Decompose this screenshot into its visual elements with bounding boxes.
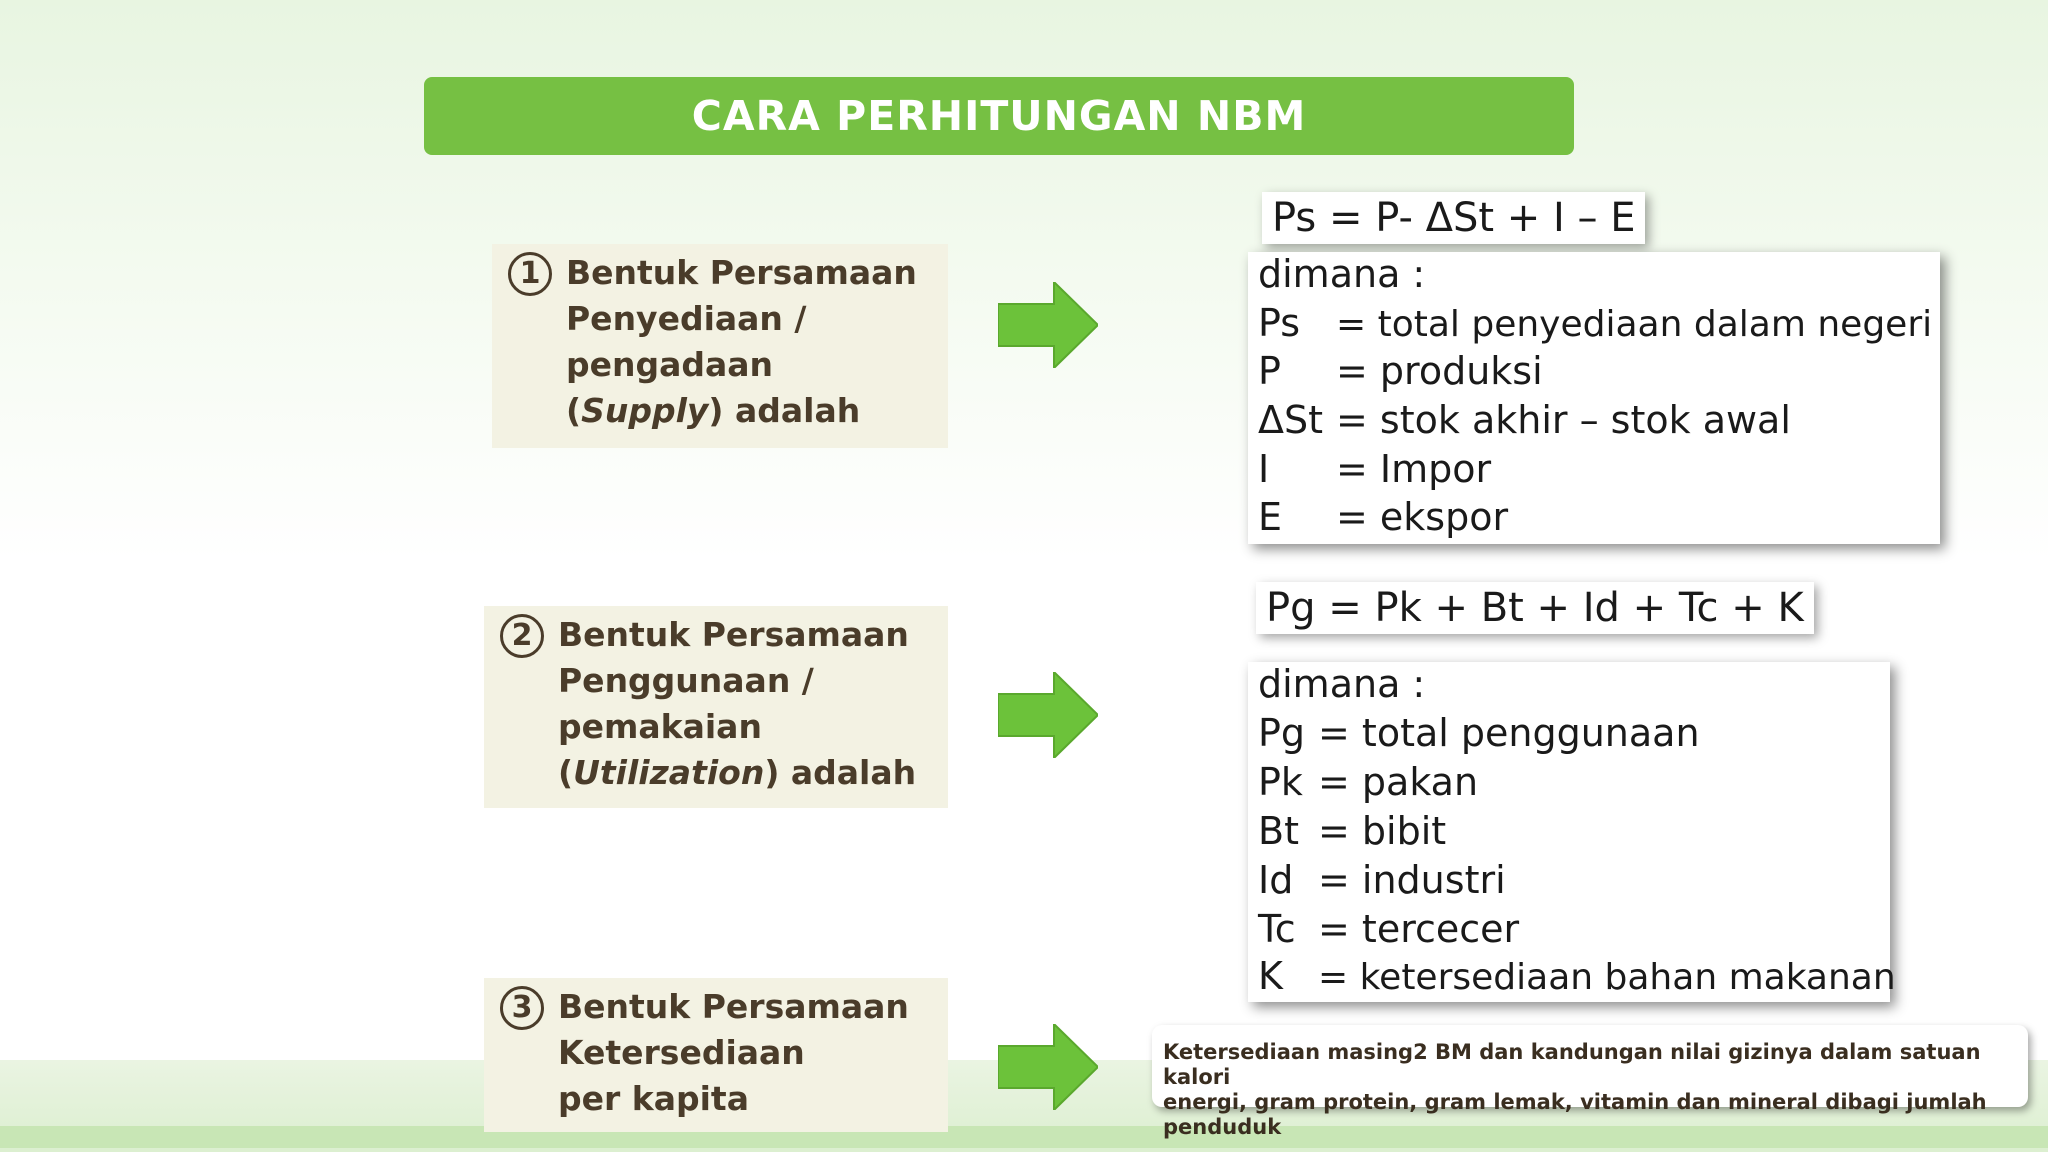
definition-row (1258, 349, 1543, 393)
definition-symbol: Ps (1258, 301, 1301, 345)
note-line: energi, gram protein, gram lemak, vitamin dan mineral dibagi jumlah penduduk (1163, 1090, 1987, 1139)
definition-text: = total penyediaan dalam negeri (1336, 304, 1933, 345)
definition-row (1258, 711, 1700, 755)
item-utilization (484, 606, 948, 808)
definition-row (1258, 907, 1519, 951)
item-line: Bentuk Persamaan (558, 615, 909, 654)
supply-definitions (1248, 252, 1940, 544)
item-supply (492, 244, 948, 448)
definition-symbol: Id (1258, 858, 1294, 902)
item-line: (Supply) adalah (566, 391, 861, 430)
definition-text: = ketersediaan bahan makanan (1318, 957, 1896, 998)
utilization-definitions (1248, 662, 1896, 1002)
utilization-formula: Pg = Pk + Bt + Id + Tc + K (1256, 582, 1814, 634)
item-line: per kapita (558, 1079, 749, 1118)
item-line: Bentuk Persamaan (558, 987, 909, 1026)
arrow-right-icon (998, 672, 1098, 758)
definition-symbol: Pk (1258, 760, 1303, 804)
definition-symbol: I (1258, 447, 1270, 491)
item-number-badge: 3 (500, 986, 544, 1030)
definition-row (1258, 760, 1478, 804)
definition-symbol: Tc (1258, 907, 1296, 951)
per-capita-note (1152, 1025, 2028, 1139)
item-line: Ketersediaan (558, 1033, 805, 1072)
definition-symbol: Pg (1258, 711, 1306, 755)
definition-symbol: ΔSt (1258, 398, 1324, 442)
item-line: Bentuk Persamaan (566, 253, 917, 292)
definition-symbol: E (1258, 495, 1283, 539)
item-number-badge: 2 (500, 614, 544, 658)
definition-text: = bibit (1318, 809, 1447, 853)
definition-symbol: P (1258, 349, 1281, 393)
item-line: Penyediaan / (566, 299, 807, 338)
definition-text: = tercecer (1318, 907, 1520, 951)
where-label: dimana : (1258, 662, 1426, 706)
definition-text: = Impor (1336, 447, 1492, 491)
arrow-right-icon (998, 1024, 1098, 1110)
definition-symbol: Bt (1258, 809, 1299, 853)
definition-row (1258, 954, 1896, 998)
definition-text: = produksi (1336, 349, 1543, 393)
definition-text: = pakan (1318, 760, 1479, 804)
supply-formula: Ps = P- ΔSt + I – E (1262, 192, 1645, 244)
item-term: Supply (581, 391, 709, 430)
definition-row (1258, 301, 1932, 345)
where-label: dimana : (1258, 252, 1426, 296)
definition-symbol: K (1258, 954, 1283, 998)
page-title: CARA PERHITUNGAN NBM (691, 92, 1307, 140)
definition-text: = industri (1318, 858, 1506, 902)
item-number-badge: 1 (508, 252, 552, 296)
arrow-right-icon (998, 282, 1098, 368)
item-line: pengadaan (566, 345, 774, 384)
definition-row (1258, 495, 1508, 539)
item-line: (Utilization) adalah (558, 753, 917, 792)
item-line: Penggunaan / (558, 661, 814, 700)
definition-text: = stok akhir – stok awal (1336, 398, 1791, 442)
note-line: Ketersediaan masing2 BM dan kandungan nilai gizinya dalam satuan kalori (1163, 1040, 1981, 1089)
definition-text: = total penggunaan (1318, 711, 1700, 755)
definition-row (1258, 809, 1446, 853)
item-line: pemakaian (558, 707, 762, 746)
definition-row (1258, 398, 1791, 442)
item-term: Utilization (573, 753, 765, 792)
definition-text: = ekspor (1336, 495, 1509, 539)
definition-row (1258, 447, 1491, 491)
definition-row (1258, 858, 1506, 902)
item-per-capita (484, 978, 948, 1132)
title-banner (424, 77, 1574, 155)
